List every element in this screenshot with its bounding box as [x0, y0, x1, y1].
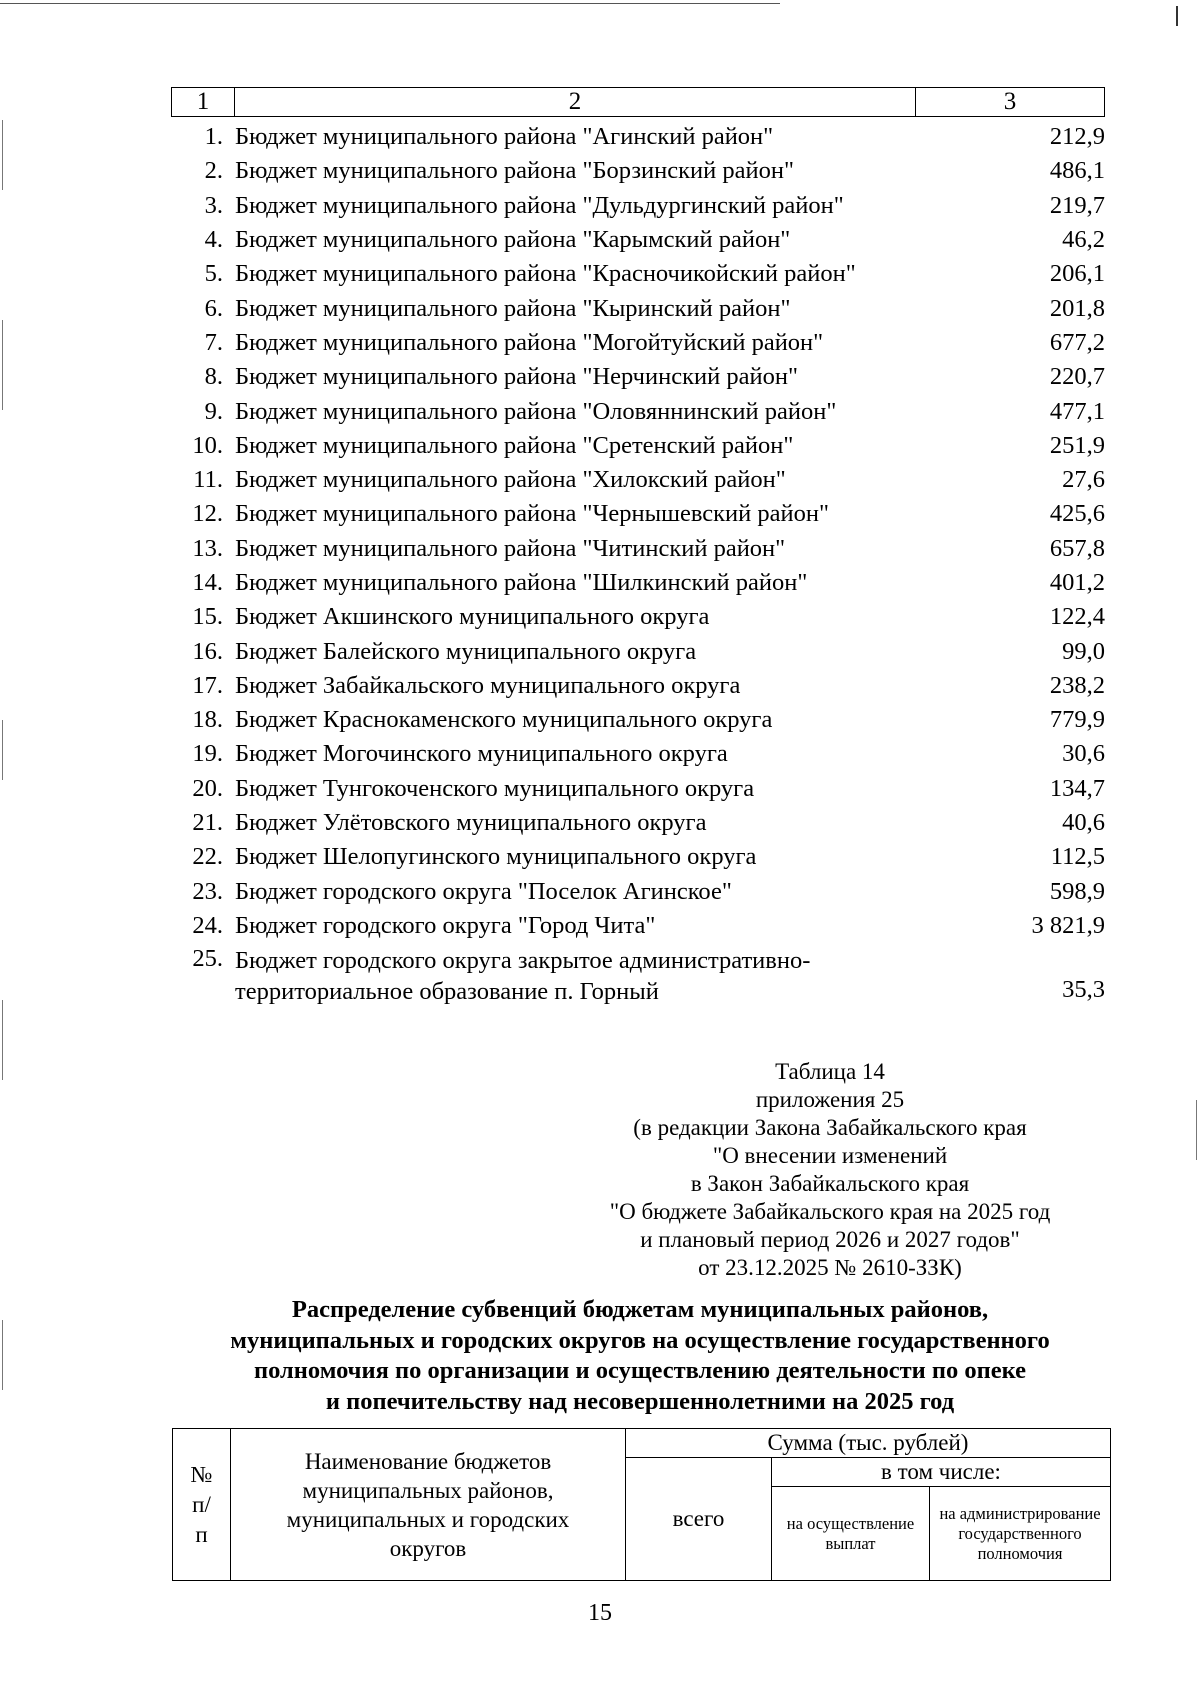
- title-line: муниципальных и городских округов на осуществление государственного: [230, 1326, 1050, 1354]
- row-number: 6.: [204, 294, 223, 322]
- row-number: 5.: [204, 260, 223, 288]
- row-value: 206,1: [1049, 260, 1105, 288]
- row-value: 238,2: [1049, 671, 1105, 699]
- row-name: Бюджет муниципального района "Сретенский район": [235, 431, 794, 459]
- row-name: Бюджет Краснокаменского муниципального округа: [235, 706, 773, 734]
- row-value: 46,2: [1062, 226, 1105, 254]
- header-col-2: 2: [235, 88, 916, 116]
- caption-line: и плановый период 2026 и 2027 годов": [640, 1227, 1020, 1252]
- row-name: Бюджет Балейского муниципального округа: [235, 637, 697, 665]
- row-number: 22.: [192, 843, 223, 871]
- table-row: [171, 394, 1105, 428]
- table-row: [171, 703, 1105, 737]
- table-row: [171, 189, 1105, 223]
- row-value: 677,2: [1049, 328, 1105, 356]
- caption-line: "О бюджете Забайкальского края на 2025 год: [609, 1199, 1051, 1224]
- table-row: [171, 497, 1105, 531]
- row-number: 7.: [204, 328, 223, 356]
- row-number: 21.: [192, 809, 223, 837]
- row-value: 251,9: [1049, 431, 1105, 459]
- table-row: [171, 532, 1105, 566]
- table-row: [171, 154, 1105, 188]
- row-name: Бюджет муниципального района "Могойтуйский район": [235, 328, 824, 356]
- row-name: Бюджет городского округа закрытое административно-территориальное образование п. Горный: [235, 947, 811, 1006]
- table-row: [171, 737, 1105, 771]
- title-line: Распределение субвенций бюджетам муниципальных районов,: [291, 1296, 989, 1323]
- row-number: 18.: [192, 706, 223, 734]
- table-row: [171, 669, 1105, 703]
- row-number: 10.: [192, 431, 223, 459]
- table-row: [171, 634, 1105, 668]
- row-number: 1.: [204, 123, 223, 151]
- row-value: 425,6: [1049, 500, 1105, 528]
- scan-right-mark: [1176, 6, 1178, 26]
- row-name: Бюджет муниципального района "Читинский район": [235, 534, 786, 562]
- row-value: 40,6: [1062, 809, 1105, 837]
- row-name: Бюджет муниципального района "Кыринский район": [235, 294, 791, 322]
- scan-left-mark: [2, 1000, 3, 1080]
- row-number: 8.: [204, 363, 223, 391]
- row-value: 112,5: [1050, 843, 1105, 871]
- row-name: Бюджет муниципального района "Агинский район": [235, 123, 774, 151]
- row-value: 201,8: [1049, 294, 1105, 322]
- row-name: Бюджет Акшинского муниципального округа: [235, 603, 710, 631]
- row-number: 12.: [192, 500, 223, 528]
- row-name: Бюджет городского округа "Поселок Агинское": [235, 877, 732, 905]
- row-value: 35,3: [1062, 976, 1105, 1004]
- row-name: Бюджет муниципального района "Чернышевский район": [235, 500, 829, 528]
- title-line: и попечительству над несовершеннолетними на 2025 год: [325, 1387, 955, 1415]
- row-value: 99,0: [1062, 637, 1105, 665]
- scan-right-edge-mark: [1196, 1100, 1197, 1160]
- header-col-3: 3: [1003, 88, 1017, 115]
- table-row: [171, 429, 1105, 463]
- row-name: Бюджет муниципального района "Шилкинский район": [235, 569, 808, 596]
- col-number-header: [173, 1429, 231, 1581]
- table-row: [171, 257, 1105, 291]
- row-number: 9.: [204, 397, 223, 425]
- caption-line: "О внесении изменений: [712, 1143, 948, 1168]
- row-value: 212,9: [1049, 123, 1105, 151]
- row-value: 401,2: [1049, 569, 1105, 596]
- col-payments-header: на осуществление выплат: [772, 1487, 930, 1581]
- scan-left-mark: [2, 720, 3, 780]
- caption-line: приложения 25: [755, 1087, 905, 1112]
- row-value: 477,1: [1049, 397, 1105, 425]
- row-value: 219,7: [1049, 191, 1105, 219]
- row-value: 598,9: [1049, 877, 1105, 905]
- row-number: 24.: [192, 911, 223, 939]
- table-row: [171, 772, 1105, 806]
- caption-line: (в редакции Закона Забайкальского края: [633, 1115, 1027, 1140]
- caption-line: в Закон Забайкальского края: [690, 1171, 970, 1196]
- row-number: 11.: [193, 466, 223, 494]
- table-row: [171, 600, 1105, 634]
- row-value: 657,8: [1049, 534, 1105, 562]
- scan-left-mark: [2, 1320, 3, 1390]
- distribution-table-header: [172, 1428, 1111, 1581]
- row-number: 20.: [192, 774, 223, 802]
- row-number: 14.: [192, 569, 223, 596]
- col-name-header: Наименование бюджетов муниципальных районов, муниципальных и городских округов: [231, 1429, 626, 1581]
- row-name: Бюджет муниципального района "Оловяннинский район": [235, 397, 837, 425]
- scan-left-mark: [2, 120, 3, 190]
- table-header-row: [171, 87, 1105, 117]
- title-line: полномочия по организации и осуществлению деятельности по опеке: [254, 1357, 1026, 1384]
- row-value: 3 821,9: [1031, 911, 1105, 939]
- row-value: 134,7: [1049, 774, 1105, 802]
- row-number: 13.: [192, 534, 223, 562]
- row-number: 16.: [192, 637, 223, 665]
- row-value: 779,9: [1049, 706, 1105, 734]
- row-name: Бюджет Тунгокоченского муниципального округа: [235, 774, 755, 802]
- scan-left-mark: [2, 320, 3, 410]
- col-admin-header: на администрирование государственного полномочия: [930, 1487, 1111, 1581]
- row-number: 2.: [204, 157, 223, 185]
- col-total-header: всего: [626, 1458, 772, 1581]
- row-name: Бюджет муниципального района "Карымский район": [235, 226, 791, 254]
- row-number: 19.: [192, 740, 223, 768]
- row-value: 486,1: [1049, 157, 1105, 185]
- row-number: 4.: [204, 226, 223, 254]
- row-number: 15.: [192, 603, 223, 631]
- table-row: [171, 943, 1105, 1007]
- table-row: [171, 909, 1105, 943]
- table-row: [171, 360, 1105, 394]
- row-name: Бюджет муниципального района "Красночикойский район": [235, 260, 856, 288]
- header-col-1: 1: [172, 88, 235, 116]
- caption-line: Таблица 14: [775, 1059, 885, 1084]
- row-number: 25.: [192, 945, 223, 973]
- row-name: Бюджет муниципального района "Нерчинский район": [235, 363, 798, 391]
- table-row: [171, 875, 1105, 909]
- row-value: 30,6: [1062, 740, 1105, 768]
- row-value: 27,6: [1062, 466, 1105, 494]
- table-caption: [560, 1058, 1100, 1282]
- row-name: Бюджет Шелопугинского муниципального округа: [235, 843, 757, 871]
- budget-table: [171, 120, 1105, 1007]
- table-row: [171, 463, 1105, 497]
- table-row: [171, 840, 1105, 874]
- caption-line: от 23.12.2025 № 2610-ЗЗК): [698, 1255, 962, 1280]
- row-name: Бюджет муниципального района "Хилокский район": [235, 466, 786, 494]
- col-including-header: в том числе:: [772, 1458, 1111, 1487]
- row-value: 122,4: [1049, 603, 1105, 631]
- table-row: [171, 566, 1105, 600]
- section-title: [175, 1295, 1105, 1417]
- table-row: [171, 120, 1105, 154]
- row-name: Бюджет Забайкальского муниципального округа: [235, 671, 741, 699]
- row-value: 220,7: [1049, 363, 1105, 391]
- scan-top-border: [0, 3, 780, 4]
- table-row: [171, 291, 1105, 325]
- row-name: Бюджет Могочинского муниципального округа: [235, 740, 728, 768]
- table-row: [171, 326, 1105, 360]
- col-sum-header: Сумма (тыс. рублей): [626, 1429, 1111, 1458]
- row-name: Бюджет муниципального района "Дульдургинский район": [235, 191, 844, 219]
- row-name: Бюджет Улётовского муниципального округа: [235, 809, 707, 837]
- table-row: [171, 223, 1105, 257]
- row-name: Бюджет городского округа "Город Чита": [235, 911, 656, 939]
- row-name: Бюджет муниципального района "Борзинский район": [235, 157, 794, 185]
- table-row: [171, 806, 1105, 840]
- row-number: 3.: [204, 191, 223, 219]
- col-number-label: № п/п: [190, 1461, 213, 1547]
- row-number: 17.: [192, 671, 223, 699]
- row-number: 23.: [192, 877, 223, 905]
- page-number: 15: [588, 1600, 612, 1626]
